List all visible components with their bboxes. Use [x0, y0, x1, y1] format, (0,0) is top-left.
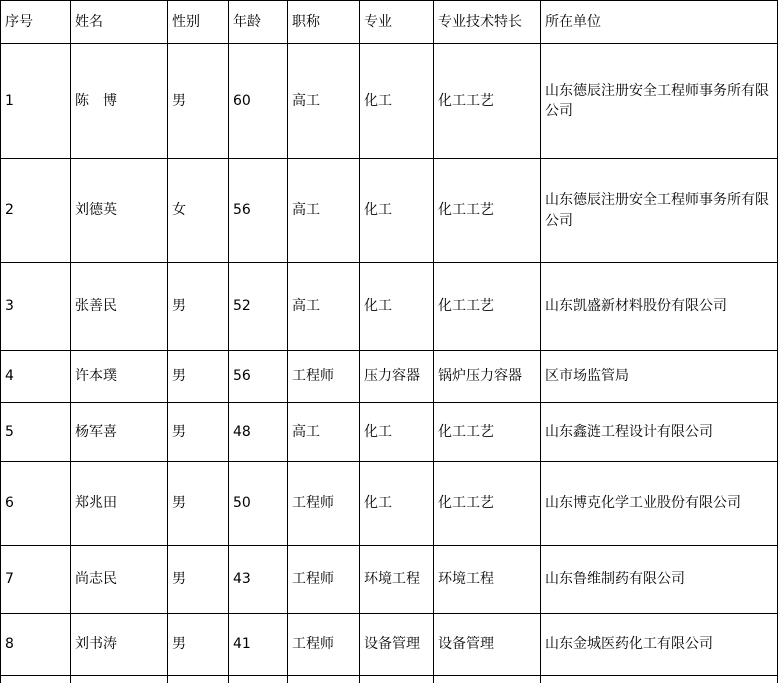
table-cell: 工程师 [288, 462, 360, 546]
table-cell: 56 [229, 351, 288, 403]
table-cell: 陈 博 [71, 44, 168, 159]
table-cell: 高工 [288, 403, 360, 462]
table-cell: 化工工艺 [434, 44, 541, 159]
table-cell: 压力容器 [360, 351, 434, 403]
table-cell [1, 676, 71, 683]
table-cell: 56 [229, 159, 288, 263]
table-cell: 许本璞 [71, 351, 168, 403]
table-row [1, 403, 778, 462]
table-cell [288, 676, 360, 683]
table-cell: 工程师 [288, 614, 360, 676]
column-header: 性别 [168, 1, 229, 44]
table-row [1, 614, 778, 676]
table-cell: 尚志民 [71, 546, 168, 614]
column-header: 职称 [288, 1, 360, 44]
table-cell [360, 676, 434, 683]
table-cell: 2 [1, 159, 71, 263]
table-cell: 山东博克化学工业股份有限公司 [541, 462, 778, 546]
table-cell: 山东金城医药化工有限公司 [541, 614, 778, 676]
column-header: 专业技术特长 [434, 1, 541, 44]
column-header: 年龄 [229, 1, 288, 44]
table-cell: 化工工艺 [434, 403, 541, 462]
table-row [1, 676, 778, 683]
table-cell: 设备管理 [434, 614, 541, 676]
table-cell: 化工 [360, 462, 434, 546]
table-cell: 男 [168, 546, 229, 614]
table-cell: 化工 [360, 44, 434, 159]
table-cell: 女 [168, 159, 229, 263]
table-cell: 杨军喜 [71, 403, 168, 462]
table-cell: 43 [229, 546, 288, 614]
table-cell: 41 [229, 614, 288, 676]
table-cell: 60 [229, 44, 288, 159]
table-cell [434, 676, 541, 683]
table-cell: 1 [1, 44, 71, 159]
table-cell [71, 676, 168, 683]
table-cell: 化工工艺 [434, 462, 541, 546]
table-header [1, 1, 778, 44]
table-cell: 男 [168, 403, 229, 462]
table-cell: 工程师 [288, 546, 360, 614]
table-row [1, 159, 778, 263]
table-cell [229, 676, 288, 683]
table-cell: 7 [1, 546, 71, 614]
table-cell: 高工 [288, 44, 360, 159]
table-cell: 山东德辰注册安全工程师事务所有限公司 [541, 44, 778, 159]
header-row [1, 1, 778, 44]
column-header: 序号 [1, 1, 71, 44]
table-cell: 设备管理 [360, 614, 434, 676]
table-cell: 高工 [288, 263, 360, 351]
table-cell: 48 [229, 403, 288, 462]
table-body [1, 44, 778, 683]
table-cell: 山东鑫涟工程设计有限公司 [541, 403, 778, 462]
table-cell: 化工 [360, 403, 434, 462]
column-header: 专业 [360, 1, 434, 44]
table-cell: 山东鲁维制药有限公司 [541, 546, 778, 614]
table-cell: 男 [168, 351, 229, 403]
table-cell: 5 [1, 403, 71, 462]
column-header: 姓名 [71, 1, 168, 44]
table-cell: 高工 [288, 159, 360, 263]
table-row [1, 462, 778, 546]
table-cell: 化工 [360, 159, 434, 263]
table-cell: 52 [229, 263, 288, 351]
table-cell: 环境工程 [434, 546, 541, 614]
table-cell: 张善民 [71, 263, 168, 351]
table-cell: 男 [168, 614, 229, 676]
table-cell: 3 [1, 263, 71, 351]
table-cell: 男 [168, 263, 229, 351]
table-cell: 男 [168, 462, 229, 546]
table-cell: 50 [229, 462, 288, 546]
table-row [1, 263, 778, 351]
table-cell: 锅炉压力容器 [434, 351, 541, 403]
table-cell: 山东凯盛新材料股份有限公司 [541, 263, 778, 351]
table-cell: 8 [1, 614, 71, 676]
table-cell: 工程师 [288, 351, 360, 403]
table-cell: 化工 [360, 263, 434, 351]
table-cell: 化工工艺 [434, 159, 541, 263]
table-cell: 郑兆田 [71, 462, 168, 546]
table-cell [168, 676, 229, 683]
table-cell: 山东德辰注册安全工程师事务所有限公司 [541, 159, 778, 263]
column-header: 所在单位 [541, 1, 778, 44]
table-cell: 6 [1, 462, 71, 546]
table-cell: 区市场监管局 [541, 351, 778, 403]
table-cell: 刘德英 [71, 159, 168, 263]
table-row [1, 546, 778, 614]
table-cell: 化工工艺 [434, 263, 541, 351]
table-row [1, 351, 778, 403]
table-cell: 环境工程 [360, 546, 434, 614]
table-row [1, 44, 778, 159]
table-cell: 4 [1, 351, 71, 403]
table-cell: 男 [168, 44, 229, 159]
table-cell: 刘书涛 [71, 614, 168, 676]
table-cell [541, 676, 778, 683]
